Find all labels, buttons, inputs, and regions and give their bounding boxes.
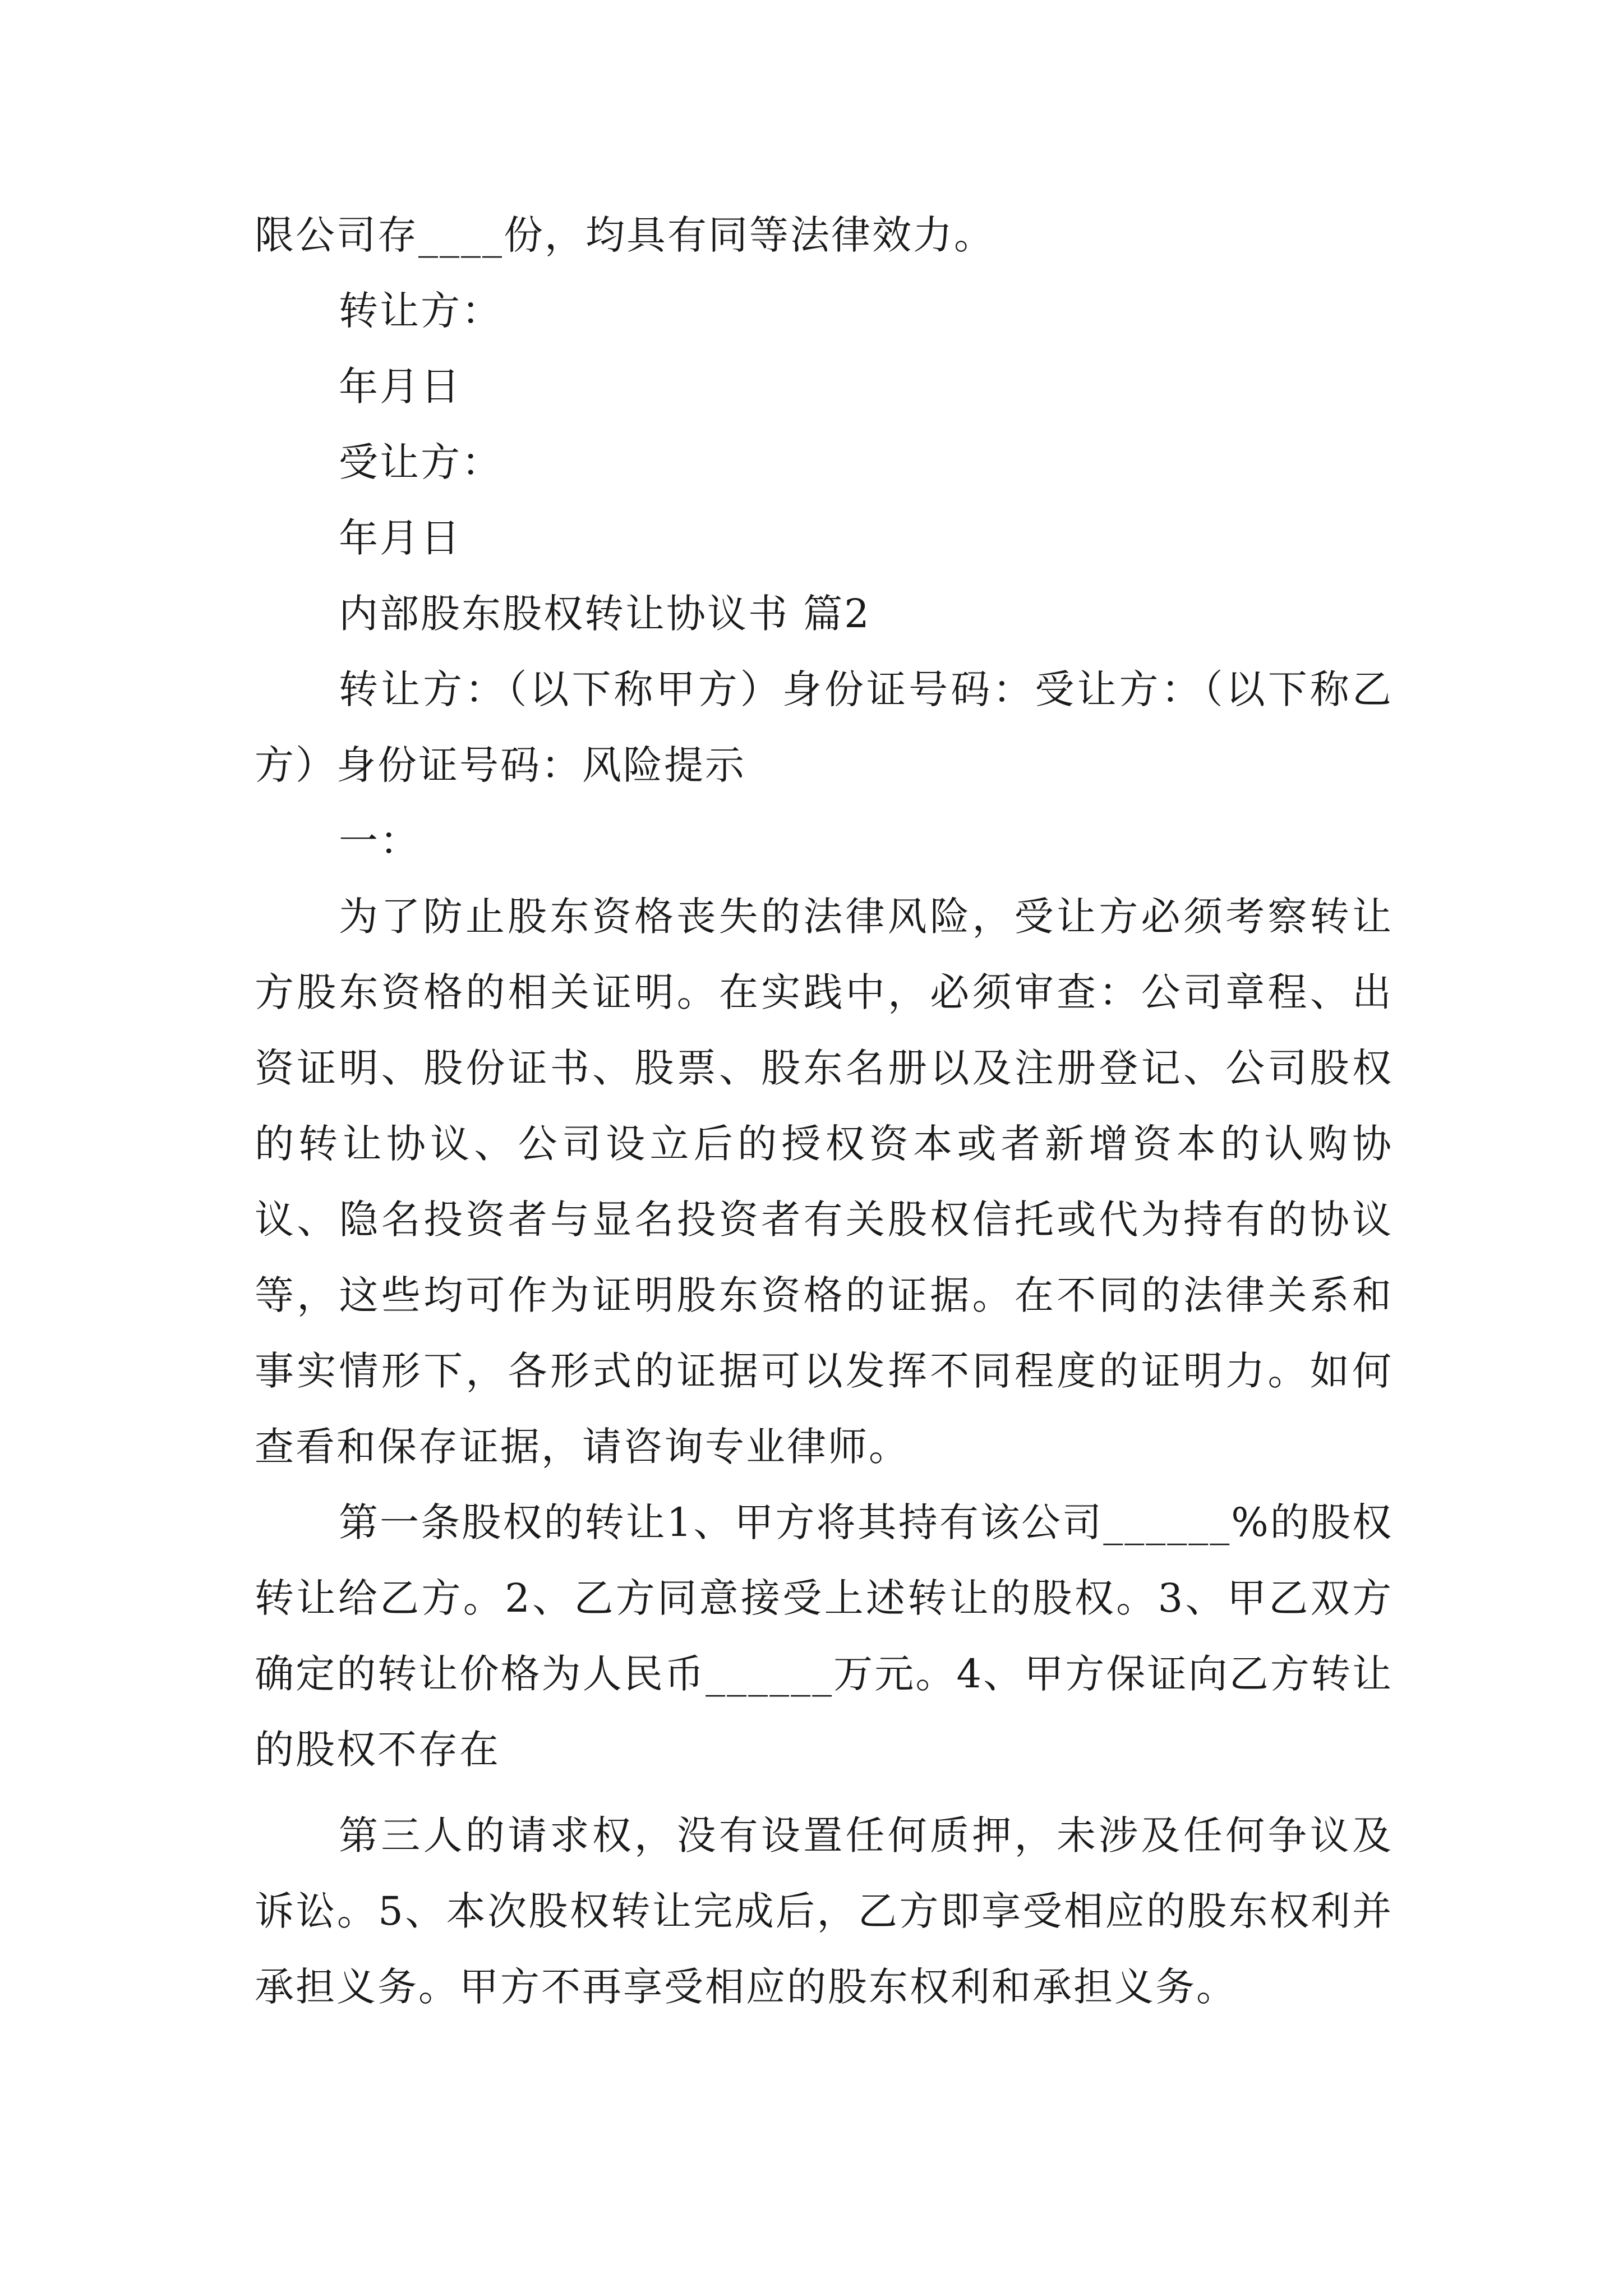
risk-number-label: 一：: [339, 818, 421, 864]
parties-paragraph: 转让方：（以下称甲方）身份证号码：受让方：（以下称乙方）身份证号码：风险提示: [255, 666, 1393, 788]
transferee-date-label: 年月日: [339, 515, 462, 561]
article-one-paragraph: 第一条股权的转让1、甲方将其持有该公司______%的股权转让给乙方。2、乙方同意接受上述转让的股权。3、甲乙双方确定的转让价格为人民币______万元。4、甲方保证向乙方转让的股权不存在: [255, 1499, 1393, 1773]
paragraph-copies-clause: 限公司存____份，均具有同等法律效力。: [255, 212, 995, 258]
article-one-continued-paragraph: 第三人的请求权，没有设置任何质押，未涉及任何争议及诉讼。5、本次股权转让完成后，乙方即享受相应的股东权利并承担义务。甲方不再享受相应的股东权利和承担义务。: [255, 1812, 1393, 2010]
risk-warning-paragraph: 为了防止股东资格丧失的法律风险，受让方必须考察转让方股东资格的相关证明。在实践中，必须审查：公司章程、出资证明、股份证书、股票、股东名册以及注册登记、公司股权的转让协议、公司设立后的授权资本或者新增资本的认购协议、隐名投资者与显名投资者有关股权信托或代为持有的协议等，这些均可作为证明股东资格的证据。在不同的法律关系和事实情形下，各形式的证据可以发挥不同程度的证明力。如何查看和保存证据，请咨询专业律师。: [255, 894, 1393, 1470]
section-title: 内部股东股权转让协议书 篇2: [339, 591, 871, 637]
transferee-signature-label: 受让方：: [339, 439, 502, 485]
transferor-signature-label: 转让方：: [339, 288, 502, 334]
document-body: [255, 197, 1393, 2025]
transferor-date-label: 年月日: [339, 364, 462, 409]
